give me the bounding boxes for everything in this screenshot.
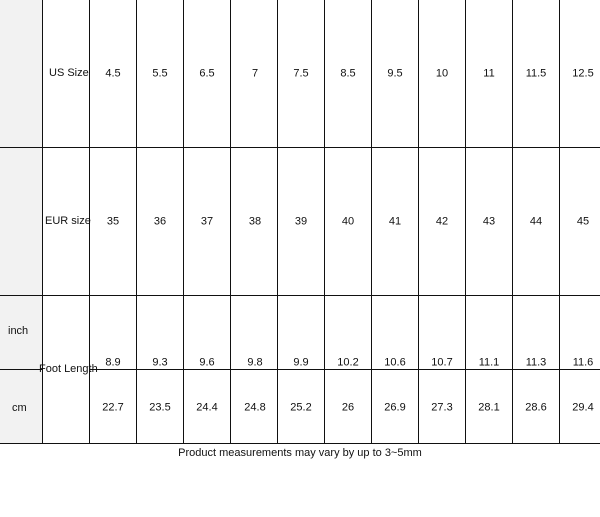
table-cell: 8.5 [340,67,356,80]
table-cell: 7.5 [293,67,309,80]
table-cell: 10 [435,67,449,80]
grid-line [0,295,600,296]
table-cell: 43 [482,215,496,228]
grid-line [0,369,42,370]
table-cell: 28.6 [525,401,547,414]
grid-line [465,0,466,444]
table-cell: 10.7 [431,356,453,369]
unit-label-cm: cm [12,402,27,414]
row-label-eur-size: EUR size [45,215,91,227]
table-cell: 11.5 [525,67,547,80]
table-cell: 9.3 [152,356,168,369]
table-cell: 45 [576,215,590,228]
table-cell: 26.9 [384,401,406,414]
grid-line [136,0,137,444]
unit-column-shade [0,0,42,444]
grid-line [42,0,43,444]
grid-line [512,0,513,444]
table-cell: 10.2 [337,356,359,369]
table-cell: 29.4 [572,401,594,414]
table-cell: 9.8 [247,356,263,369]
row-label-foot-length: Foot Length [39,363,98,375]
table-cell: 4.5 [105,67,121,80]
table-cell: 9.5 [387,67,403,80]
table-cell: 27.3 [431,401,453,414]
table-cell: 11 [483,67,495,80]
table-cell: 12.5 [572,67,594,80]
table-cell: 26 [341,401,355,414]
table-cell: 8.9 [105,356,121,369]
grid-line [0,443,600,444]
grid-line [324,0,325,444]
grid-line [230,0,231,444]
table-cell: 9.9 [293,356,309,369]
grid-line [371,0,372,444]
grid-line [0,147,600,148]
table-cell: 28.1 [478,401,500,414]
table-cell: 40 [341,215,355,228]
table-cell: 44 [529,215,543,228]
table-cell: 5.5 [152,67,168,80]
measurement-note: Product measurements may vary by up to 3~5mm [178,447,422,459]
table-cell: 23.5 [149,401,171,414]
table-cell: 11.3 [525,356,547,369]
grid-line [559,0,560,444]
table-cell: 11.6 [572,356,594,369]
table-cell: 37 [200,215,214,228]
table-cell: 39 [294,215,308,228]
table-cell: 35 [106,215,120,228]
table-cell: 42 [435,215,449,228]
table-cell: 6.5 [199,67,215,80]
table-cell: 41 [388,215,402,228]
unit-label-inch: inch [8,325,29,337]
table-cell: 7 [251,67,259,80]
table-cell: 24.4 [196,401,218,414]
table-cell: 22.7 [102,401,124,414]
table-cell: 36 [153,215,167,228]
table-cell: 9.6 [199,356,215,369]
table-cell: 38 [248,215,262,228]
table-cell: 10.6 [384,356,406,369]
grid-line [183,0,184,444]
row-label-us-size: US Size [49,67,89,79]
table-cell: 24.8 [244,401,266,414]
grid-line [418,0,419,444]
table-cell: 25.2 [290,401,312,414]
grid-line [277,0,278,444]
table-cell: 11.1 [478,356,500,369]
